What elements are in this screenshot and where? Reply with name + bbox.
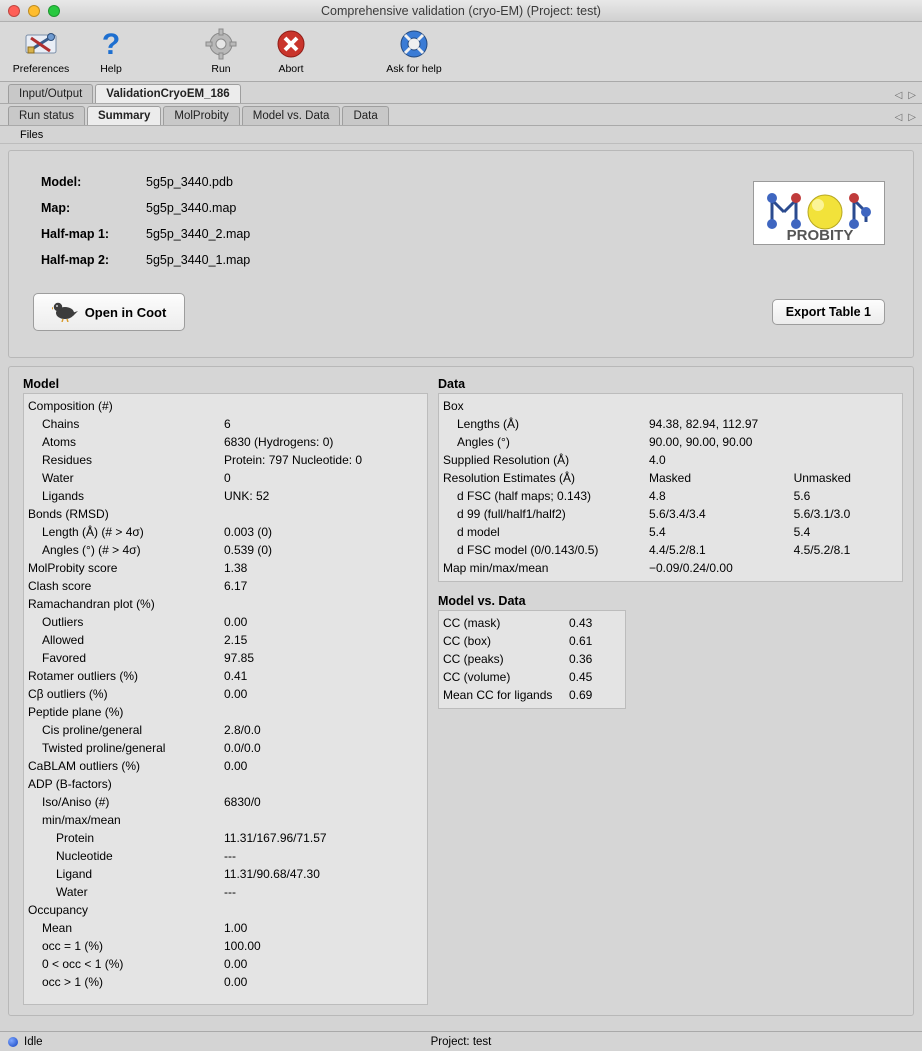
row-label: Box — [443, 399, 464, 413]
table-row — [24, 829, 427, 847]
row-label: CC (peaks) — [443, 652, 504, 666]
row-label: Iso/Aniso (#) — [42, 795, 110, 809]
table-row — [24, 901, 427, 919]
row-label: MolProbity score — [28, 561, 118, 575]
row-label: Clash score — [28, 579, 92, 593]
row-value: 0.003 (0) — [224, 525, 273, 539]
row-value: 0.00 — [224, 957, 248, 971]
table-row — [439, 397, 902, 415]
column-spacer — [438, 582, 903, 594]
row-label: Peptide plane (%) — [28, 705, 124, 719]
table-row — [439, 632, 625, 650]
row-value: 0.00 — [224, 759, 248, 773]
row-label: Nucleotide — [56, 849, 113, 863]
row-value-masked: 4.0 — [649, 453, 666, 467]
row-label: 0 < occ < 1 (%) — [42, 957, 124, 971]
row-value: Protein: 797 Nucleotide: 0 — [224, 453, 363, 467]
row-value-unmasked: 5.6 — [793, 489, 811, 503]
table-row — [24, 595, 427, 613]
row-value-masked: 4.4/5.2/8.1 — [649, 543, 706, 557]
toolbar-button-abort[interactable] — [256, 22, 326, 75]
row-label: Lengths (Å) — [457, 417, 520, 431]
row-label: Rotamer outliers (%) — [28, 669, 139, 683]
file-label: Half-map 2: — [41, 253, 110, 267]
file-label: Half-map 1: — [41, 227, 110, 241]
table-row — [24, 649, 427, 667]
toolbar-label: Ask for help — [386, 63, 442, 75]
data-section-title: Data — [438, 377, 466, 391]
model-table — [23, 393, 428, 1005]
table-row — [24, 775, 427, 793]
table-row — [439, 505, 902, 523]
table-row — [24, 667, 427, 685]
open-in-coot-label: Open in Coot — [84, 304, 167, 320]
life-ring-icon — [395, 26, 433, 62]
row-value: 1.38 — [224, 561, 248, 575]
row-label: Occupancy — [28, 903, 89, 917]
table-row — [24, 523, 427, 541]
row-value-unmasked: 4.5/5.2/8.1 — [793, 543, 851, 557]
row-value: 97.85 — [224, 651, 255, 665]
row-value: 6830/0 — [224, 795, 261, 809]
row-value-unmasked: 5.4 — [793, 525, 811, 539]
row-label: Twisted proline/general — [42, 741, 166, 755]
row-label: Supplied Resolution (Å) — [443, 453, 570, 467]
table-row — [439, 686, 625, 704]
table-row — [24, 919, 427, 937]
tab-summary[interactable]: Summary — [87, 106, 161, 125]
table-row — [24, 505, 427, 523]
statistics-panel — [8, 366, 914, 1016]
row-value: 0.61 — [569, 634, 593, 648]
toolbar-button-ask-for-help[interactable] — [366, 22, 462, 75]
table-row — [24, 451, 427, 469]
row-label: Mean CC for ligands — [443, 688, 553, 702]
logo-probity-text: PROBITY — [786, 227, 854, 244]
row-value: 0.00 — [224, 615, 248, 629]
row-value-masked: 94.38, 82.94, 112.97 — [649, 417, 759, 431]
outer-tab-nav[interactable] — [895, 90, 916, 101]
row-label: Water — [56, 885, 88, 899]
row-value: 2.8/0.0 — [224, 723, 261, 737]
row-value: 6.17 — [224, 579, 248, 593]
row-value: 1.00 — [224, 921, 248, 935]
table-row — [24, 811, 427, 829]
row-label: Bonds (RMSD) — [28, 507, 109, 521]
row-value-masked: 90.00, 90.00, 90.00 — [649, 435, 753, 449]
file-label: Map: — [41, 201, 71, 215]
table-row — [24, 415, 427, 433]
row-label: ADP (B-factors) — [28, 777, 112, 791]
row-label: Outliers — [42, 615, 84, 629]
export-table-button[interactable] — [772, 299, 885, 325]
row-label: Ramachandran plot (%) — [28, 597, 155, 611]
row-value: 100.00 — [224, 939, 261, 953]
svg-text:?: ? — [101, 28, 121, 61]
tab-scroll-right-icon[interactable]: ▷ — [908, 112, 916, 123]
model-vs-data-table — [438, 610, 626, 709]
row-value: 6 — [224, 417, 231, 431]
outer-tab-bar — [0, 82, 922, 104]
row-value: 0.43 — [569, 616, 593, 630]
row-label: Cis proline/general — [42, 723, 143, 737]
molprobity-logo — [753, 181, 885, 245]
file-value: 5g5p_3440_2.map — [146, 227, 251, 241]
stop-x-icon — [272, 26, 310, 62]
row-value: 0.45 — [569, 670, 593, 684]
tools-icon — [22, 26, 60, 62]
row-label: CC (mask) — [443, 616, 501, 630]
row-label: Ligands — [42, 489, 85, 503]
toolbar-label: Run — [211, 63, 231, 75]
status-bar — [0, 1031, 922, 1051]
table-row — [439, 469, 902, 487]
row-value: 0.41 — [224, 669, 248, 683]
table-row — [24, 577, 427, 595]
row-value: 11.31/90.68/47.30 — [224, 867, 320, 881]
row-label: CaBLAM outliers (%) — [28, 759, 141, 773]
column-header-unmasked: Unmasked — [793, 471, 851, 485]
tab-scroll-left-icon[interactable]: ◁ — [894, 90, 903, 101]
row-label: Composition (#) — [28, 399, 113, 413]
row-label: Length (Å) (# > 4σ) — [42, 525, 144, 539]
row-value: 6830 (Hydrogens: 0) — [224, 435, 334, 449]
title-bar — [0, 0, 922, 22]
open-in-coot-button[interactable] — [33, 293, 185, 331]
row-value: 0.00 — [224, 687, 248, 701]
table-row — [24, 721, 427, 739]
row-label: d model — [457, 525, 500, 539]
row-label: occ > 1 (%) — [42, 975, 104, 989]
table-row — [24, 685, 427, 703]
row-label: min/max/mean — [42, 813, 121, 827]
files-section-label: Files — [0, 126, 922, 144]
table-row — [24, 433, 427, 451]
row-label: Angles (°) (# > 4σ) — [42, 543, 141, 557]
file-row-half-map-2 — [41, 247, 913, 273]
row-value: 0.36 — [569, 652, 593, 666]
table-row — [439, 559, 902, 577]
toolbar-label: Abort — [278, 63, 304, 75]
row-value-masked: 4.8 — [649, 489, 666, 503]
tab-validationcryoem[interactable]: ValidationCryoEM_186 — [95, 84, 240, 103]
table-row — [439, 415, 902, 433]
toolbar-button-preferences[interactable] — [6, 22, 76, 75]
tab-scroll-right-icon[interactable]: ▷ — [908, 90, 916, 101]
tab-input-output[interactable]: Input/Output — [8, 84, 93, 103]
table-row — [24, 793, 427, 811]
row-label: Mean — [42, 921, 73, 935]
table-row — [439, 433, 902, 451]
files-panel — [8, 150, 914, 358]
row-value: 0.0/0.0 — [224, 741, 261, 755]
toolbar — [0, 22, 922, 82]
table-row — [24, 955, 427, 973]
table-row — [439, 668, 625, 686]
row-value: --- — [224, 885, 236, 899]
row-label: d FSC (half maps; 0.143) — [457, 489, 592, 503]
question-mark-icon — [92, 26, 130, 62]
row-value: 0.00 — [224, 975, 248, 989]
model-section-title: Model — [23, 377, 60, 391]
file-value: 5g5p_3440.pdb — [146, 175, 233, 189]
row-label: Resolution Estimates (Å) — [443, 471, 576, 485]
row-label: Cβ outliers (%) — [28, 687, 108, 701]
table-row — [24, 883, 427, 901]
table-row — [24, 487, 427, 505]
row-label: Allowed — [42, 633, 85, 647]
row-label: d 99 (full/half1/half2) — [457, 507, 566, 521]
column-header-masked: Masked — [649, 471, 692, 485]
toolbar-button-run[interactable] — [186, 22, 256, 75]
table-row — [24, 559, 427, 577]
tab-molprobity[interactable]: MolProbity — [163, 106, 239, 125]
table-row — [24, 757, 427, 775]
file-value: 5g5p_3440_1.map — [146, 253, 251, 267]
row-value: 0 — [224, 471, 231, 485]
row-label: Favored — [42, 651, 87, 665]
file-label: Model: — [41, 175, 82, 189]
table-row — [24, 937, 427, 955]
row-value: --- — [224, 849, 236, 863]
row-label: CC (volume) — [443, 670, 511, 684]
table-row — [24, 613, 427, 631]
table-row — [24, 397, 427, 415]
row-label: Residues — [42, 453, 93, 467]
model-column — [23, 377, 428, 1015]
row-value: 2.15 — [224, 633, 248, 647]
table-row — [24, 631, 427, 649]
status-project: Project: test — [430, 1035, 492, 1048]
table-row — [439, 451, 902, 469]
table-row — [439, 487, 902, 505]
row-value: 0.69 — [569, 688, 593, 702]
row-value: 0.539 (0) — [224, 543, 273, 557]
gear-icon — [202, 26, 240, 62]
row-label: Water — [42, 471, 74, 485]
table-row — [24, 469, 427, 487]
toolbar-label: Preferences — [12, 63, 70, 75]
row-value: 11.31/167.96/71.57 — [224, 831, 327, 845]
data-table — [438, 393, 903, 582]
table-row — [24, 541, 427, 559]
table-row — [24, 703, 427, 721]
table-row — [439, 650, 625, 668]
row-value: UNK: 52 — [224, 489, 270, 503]
toolbar-button-help[interactable] — [76, 22, 146, 75]
row-label: occ = 1 (%) — [42, 939, 104, 953]
inner-tab-nav[interactable] — [895, 112, 916, 123]
row-label: Atoms — [42, 435, 77, 449]
row-value-masked: 5.6/3.4/3.4 — [649, 507, 706, 521]
row-label: Angles (°) — [457, 435, 510, 449]
table-row — [24, 739, 427, 757]
row-value-unmasked: 5.6/3.1/3.0 — [793, 507, 851, 521]
table-row — [439, 523, 902, 541]
export-table-label: Export Table 1 — [785, 305, 871, 319]
main-content — [0, 144, 922, 1031]
bird-icon — [52, 300, 78, 325]
table-row — [24, 847, 427, 865]
tab-run-status[interactable]: Run status — [8, 106, 85, 125]
model-vs-data-section-title: Model vs. Data — [438, 594, 526, 608]
row-value-masked: −0.09/0.24/0.00 — [649, 561, 733, 575]
inner-tab-bar — [0, 104, 922, 126]
row-value-masked: 5.4 — [649, 525, 666, 539]
tab-scroll-left-icon[interactable]: ◁ — [894, 112, 903, 123]
data-column — [438, 377, 903, 1015]
tab-model-vs-data[interactable]: Model vs. Data — [242, 106, 341, 125]
row-label: Ligand — [56, 867, 93, 881]
toolbar-label: Help — [100, 63, 122, 75]
window-title: Comprehensive validation (cryo-EM) (Project: test) — [321, 3, 601, 18]
row-label: Protein — [56, 831, 95, 845]
tab-data[interactable]: Data — [342, 106, 388, 125]
table-row — [24, 973, 427, 991]
row-label: Map min/max/mean — [443, 561, 549, 575]
file-value: 5g5p_3440.map — [146, 201, 237, 215]
table-row — [439, 614, 625, 632]
table-row — [24, 865, 427, 883]
row-label: Chains — [42, 417, 80, 431]
table-row — [439, 541, 902, 559]
row-label: CC (box) — [443, 634, 492, 648]
status-text: Idle — [24, 1035, 43, 1048]
row-label: d FSC model (0/0.143/0.5) — [457, 543, 599, 557]
